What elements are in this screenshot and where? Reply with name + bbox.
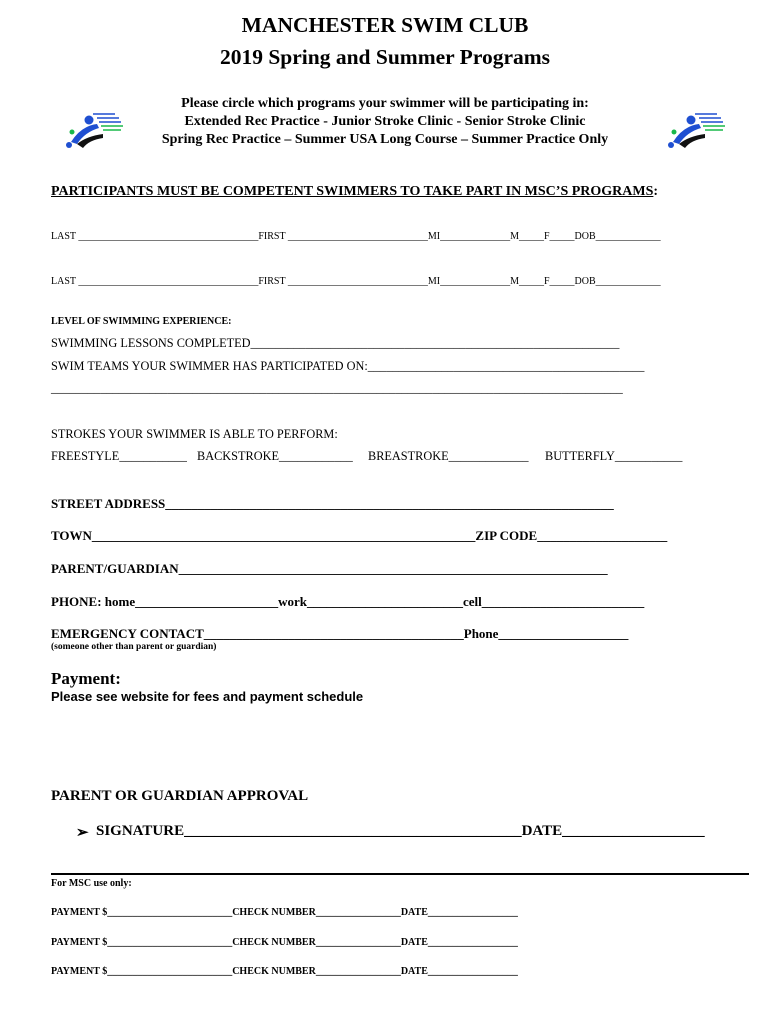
form-title: MANCHESTER SWIM CLUB <box>241 13 529 37</box>
office-payment-row-2[interactable]: PAYMENT $_________________________CHECK NUMBER_________________DATE__________________ <box>51 937 518 948</box>
strokes-heading: STROKES YOUR SWIMMER IS ABLE TO PERFORM: <box>51 427 338 441</box>
approval-heading: PARENT OR GUARDIAN APPROVAL <box>51 788 309 804</box>
emergency-contact-note: (someone other than parent or guardian) <box>51 642 217 652</box>
program-options-line-1[interactable]: Extended Rec Practice - Junior Stroke Clinic - Senior Stroke Clinic <box>184 114 586 129</box>
stroke-freestyle-field[interactable]: FREESTYLE___________ <box>51 449 187 463</box>
office-use-heading: For MSC use only: <box>51 878 132 889</box>
competency-notice <box>51 184 658 200</box>
signature-date-field[interactable]: SIGNATURE_____________________________________________DATE___________________ <box>96 823 705 839</box>
office-payment-row-1[interactable]: PAYMENT $_________________________CHECK NUMBER_________________DATE__________________ <box>51 907 518 918</box>
phone-fields[interactable]: PHONE: home______________________work________________________cell_________________________ <box>51 594 645 609</box>
payment-note: Please see website for fees and payment schedule <box>51 689 364 704</box>
competency-notice-text: PARTICIPANTS MUST BE COMPETENT SWIMMERS TO TAKE PART IN MSC’S PROGRAMS <box>51 184 654 199</box>
street-address-field[interactable]: STREET ADDRESS_____________________________________________________________________ <box>51 496 614 511</box>
office-use-divider <box>51 873 749 875</box>
competency-notice-colon: : <box>653 184 659 199</box>
program-instruction: Please circle which programs your swimmer will be participating in: <box>181 96 589 111</box>
stroke-backstroke-field[interactable]: BACKSTROKE____________ <box>197 449 353 463</box>
participant-row-1[interactable]: LAST ____________________________________FIRST ____________________________MI______________M_____F_____DOB_____________ <box>51 231 661 242</box>
payment-heading: Payment: <box>51 669 121 688</box>
experience-heading: LEVEL OF SWIMMING EXPERIENCE: <box>51 316 232 327</box>
stroke-breaststroke-field[interactable]: BREASTROKE_____________ <box>368 449 529 463</box>
signature-bullet-icon: ➢ <box>76 825 89 841</box>
parent-guardian-field[interactable]: PARENT/GUARDIAN__________________________________________________________________ <box>51 561 608 576</box>
office-payment-row-3[interactable]: PAYMENT $_________________________CHECK NUMBER_________________DATE__________________ <box>51 966 518 977</box>
swim-teams-extra-line[interactable]: _____________________________________________________________________________________________ <box>51 381 623 395</box>
lessons-completed-field[interactable]: SWIMMING LESSONS COMPLETED____________________________________________________________ <box>51 336 620 350</box>
stroke-butterfly-field[interactable]: BUTTERFLY___________ <box>545 449 683 463</box>
participant-row-2[interactable]: LAST ____________________________________FIRST ____________________________MI______________M_____F_____DOB_____________ <box>51 276 661 287</box>
form-subtitle: 2019 Spring and Summer Programs <box>219 45 551 69</box>
town-zip-field[interactable]: TOWN___________________________________________________________ZIP CODE____________________ <box>51 528 668 543</box>
swim-teams-field[interactable]: SWIM TEAMS YOUR SWIMMER HAS PARTICIPATED ON:_____________________________________________ <box>51 359 645 373</box>
emergency-contact-field[interactable]: EMERGENCY CONTACT________________________________________Phone____________________ <box>51 626 629 641</box>
program-options-line-2[interactable]: Spring Rec Practice – Summer USA Long Course – Summer Practice Only <box>161 132 609 147</box>
